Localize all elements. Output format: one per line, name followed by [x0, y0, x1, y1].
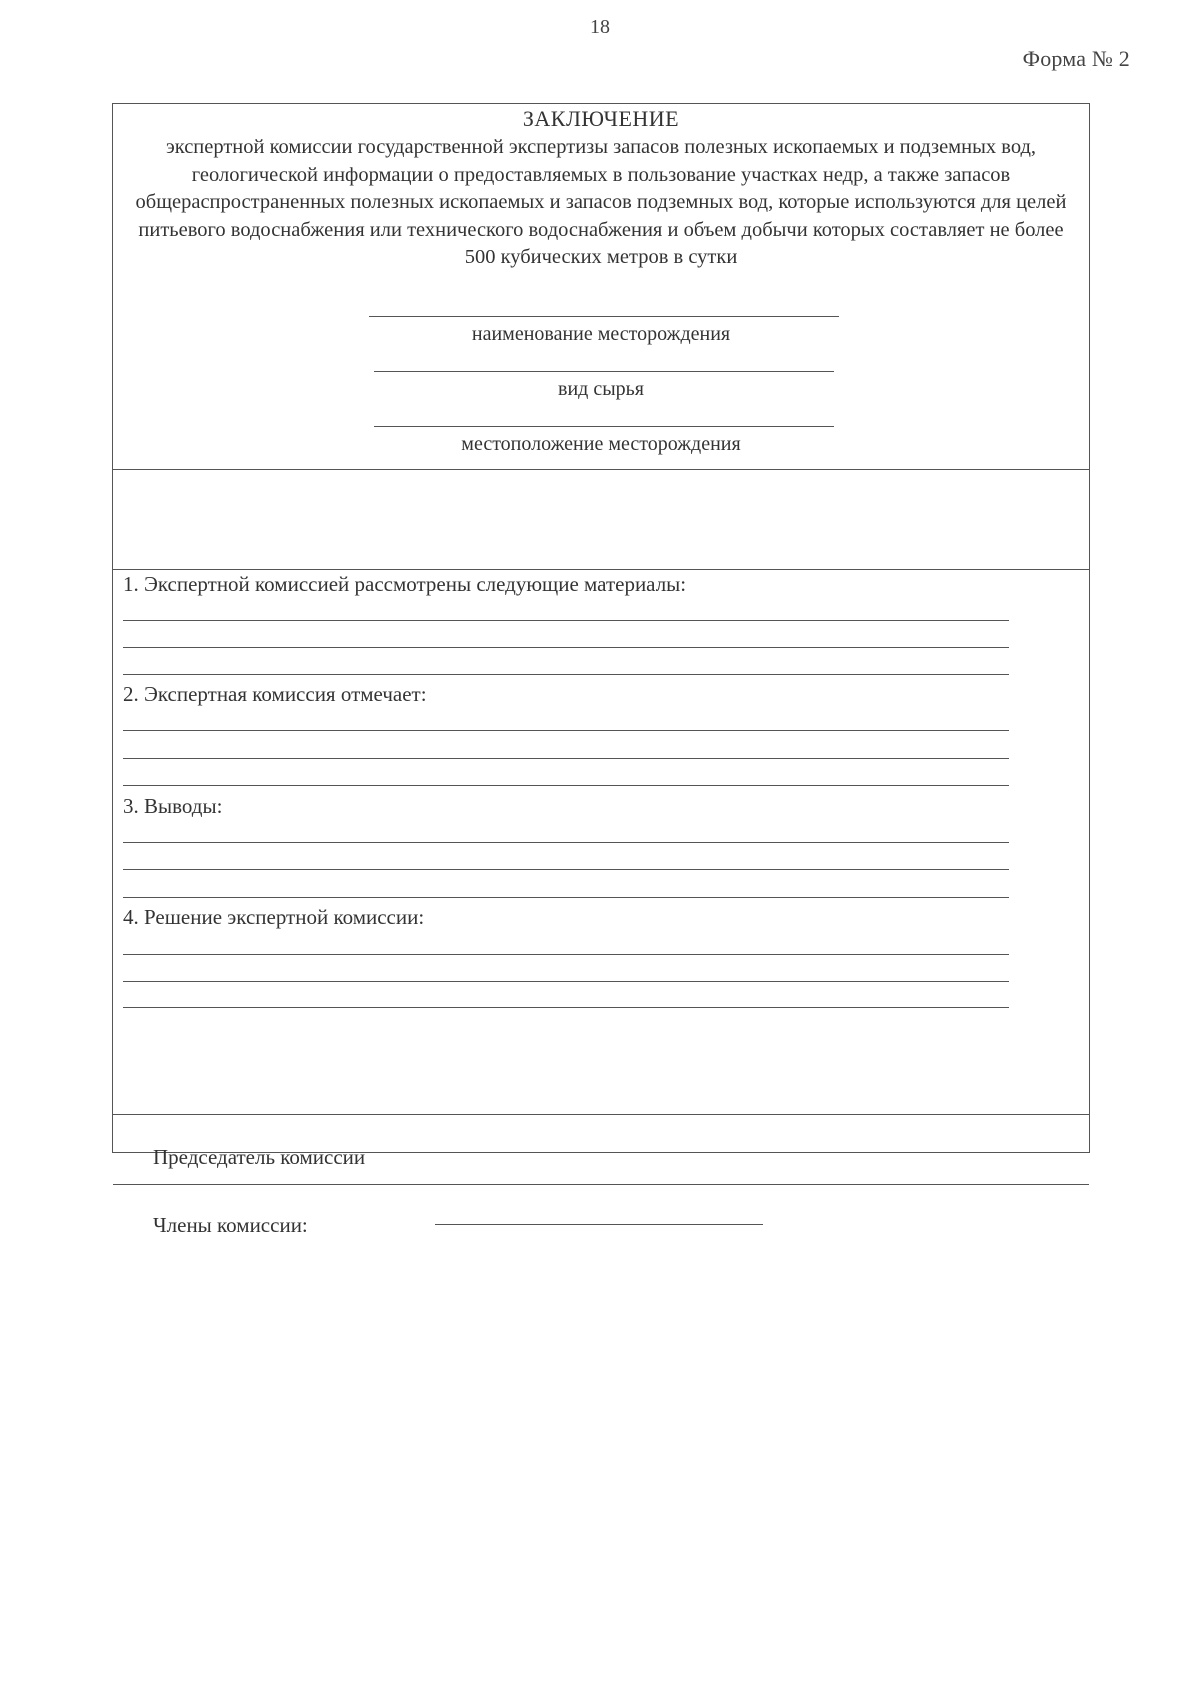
- deposit-name-caption: наименование месторождения: [471, 323, 731, 345]
- decision-line-2[interactable]: [123, 981, 1009, 982]
- form-description: экспертной комиссии государственной экспертизы запасов полезных ископаемых и подземных вод, геологической информации о предоставляемых в пользование участках недр, а также запасов общераспространенных полезных ископаемых и запасов подземных вод, которые используются для целей питьевого водоснабжения или технического водоснабжения и объем добычи которых составляет не более 500 кубических метров в сутки: [135, 136, 1067, 269]
- raw-material-line: [374, 371, 834, 372]
- form-body: [113, 570, 1089, 1115]
- notes-line-3[interactable]: [123, 785, 1009, 786]
- decision-line-3[interactable]: [123, 1007, 1009, 1008]
- materials-line-1[interactable]: [123, 620, 1009, 621]
- members-row: [113, 1185, 1089, 1253]
- conclusions-line-1[interactable]: [123, 842, 1009, 843]
- chairman-row: [113, 1115, 1089, 1185]
- notes-line-1[interactable]: [123, 730, 1009, 731]
- section-materials-label: 1. Экспертной комиссией рассмотрены следующие материалы:: [123, 572, 687, 596]
- conclusions-line-3[interactable]: [123, 897, 1009, 898]
- conclusions-line-2[interactable]: [123, 869, 1009, 870]
- raw-material-caption: вид сырья: [558, 378, 644, 400]
- deposit-location-caption: местоположение месторождения: [461, 433, 741, 455]
- deposit-name-line: [369, 316, 839, 317]
- section-decision-label: 4. Решение экспертной комиссии:: [123, 905, 425, 929]
- raw-material-field[interactable]: [113, 371, 1089, 421]
- deposit-location-field[interactable]: [113, 426, 1089, 470]
- blank-section: [113, 470, 1089, 570]
- members-label: Члены комиссии:: [153, 1213, 308, 1237]
- decision-line-1[interactable]: [123, 954, 1009, 955]
- materials-line-2[interactable]: [123, 647, 1009, 648]
- deposit-location-line: [374, 426, 834, 427]
- chairman-label: Председатель комиссии: [153, 1145, 366, 1169]
- form-header: [113, 104, 1089, 470]
- form-title: ЗАКЛЮЧЕНИЕ: [522, 106, 680, 131]
- form-label: Форма № 2: [1022, 46, 1130, 71]
- deposit-name-field[interactable]: [113, 316, 1089, 366]
- conclusion-form: [112, 103, 1090, 1237]
- closing-separator-line: [435, 1224, 763, 1225]
- materials-line-3[interactable]: [123, 674, 1009, 675]
- section-conclusions-label: 3. Выводы:: [123, 794, 223, 818]
- section-notes-label: 2. Экспертная комиссия отмечает:: [123, 682, 427, 706]
- notes-line-2[interactable]: [123, 758, 1009, 759]
- page-number: 18: [590, 16, 610, 38]
